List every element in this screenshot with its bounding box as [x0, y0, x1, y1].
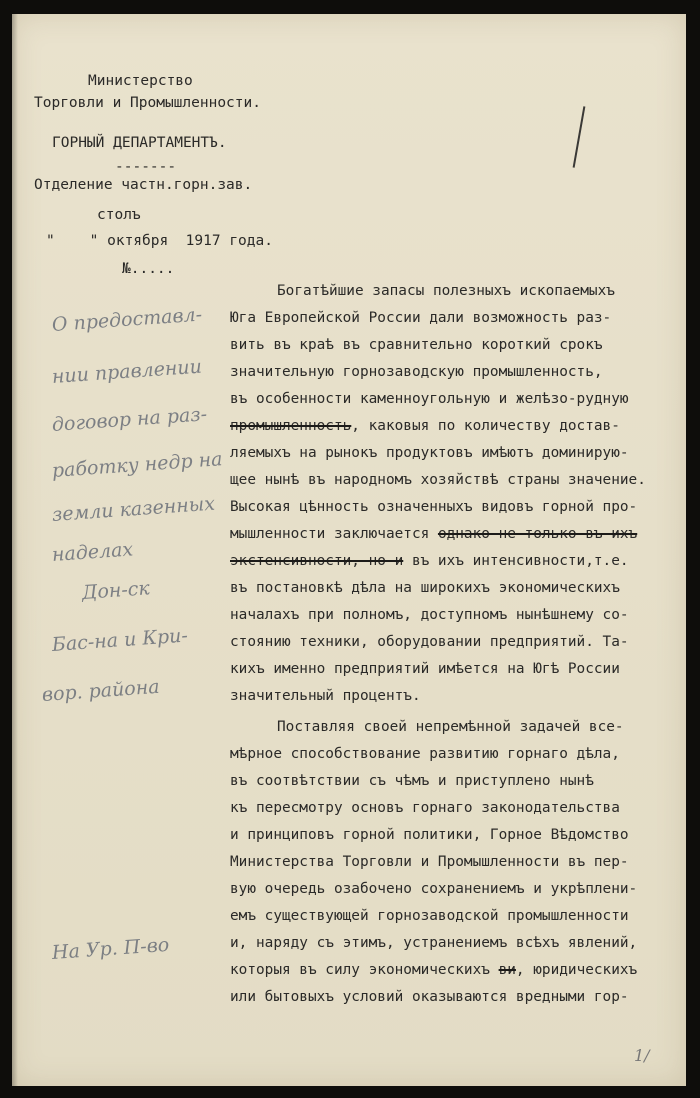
bottom-pencil-tick: 1/ [634, 1046, 650, 1065]
document-number: №..... [122, 261, 175, 277]
document-page [12, 14, 686, 1086]
body-line: мѣрное способствование развитию горнаго дѣла, [230, 746, 620, 762]
ministry-line-1: Министерство [88, 73, 193, 89]
margin-note: О предоставл- [51, 303, 203, 336]
body-line: экстенсивности, но и въ ихъ интенсивности,т.е. [230, 553, 629, 569]
date-line: " " октября 1917 года. [46, 233, 273, 249]
struck-text: экстенсивности, но и [230, 553, 404, 569]
margin-note: наделах [51, 538, 134, 566]
body-line: въ постановкѣ дѣла на широкихъ экономическихъ [230, 580, 620, 596]
struck-text: однако не только въ ихъ [437, 526, 638, 542]
body-line: началахъ при полномъ, доступномъ нынѣшнему со- [230, 607, 629, 623]
body-line: щее нынѣ въ народномъ хозяйствѣ страны значение. [230, 472, 646, 488]
body-line: значительную горнозаводскую промышленность, [230, 364, 603, 380]
pencil-slash-mark [573, 106, 586, 167]
body-line: вую очередь озабочено сохранениемъ и укрѣплени- [230, 881, 638, 897]
body-line: кихъ именно предприятий имѣется на Югѣ России [230, 661, 620, 677]
department-title: ГОРНЫЙ ДЕПАРТАМЕНТЪ. [52, 135, 227, 151]
body-line: емъ существующей горнозаводской промышленности [230, 908, 629, 924]
margin-note: договор на раз- [51, 403, 208, 436]
desk-line: столъ [97, 207, 141, 223]
body-line: стоянию техники, оборудовании предприятий. Та- [230, 634, 629, 650]
body-line: Богатѣйшие запасы полезныхъ ископаемыхъ [277, 283, 615, 299]
body-line: мышленности заключается однако не только въ ихъ [230, 526, 638, 542]
margin-note: Дон-ск [81, 577, 151, 604]
margin-note: Бас-на и Кри- [51, 624, 189, 656]
body-line: Поставляя своей непремѣнной задачей все- [277, 719, 624, 735]
body-line: которыя въ силу экономическихъ ви, юридическихъ [230, 962, 638, 978]
body-line: въ особенности каменноугольную и желѣзо-рудную [230, 391, 629, 407]
body-line: или бытовыхъ условий оказываются вредными гор- [230, 989, 629, 1005]
body-line: вить въ краѣ въ сравнительно короткий срокъ [230, 337, 603, 353]
margin-note: вор. района [41, 675, 161, 706]
body-line: въ соотвѣтствии съ чѣмъ и приступлено нынѣ [230, 773, 594, 789]
margin-note: На Ур. П-во [51, 933, 170, 964]
body-line: Министерства Торговли и Промышленности въ пер- [230, 854, 629, 870]
body-line: и, наряду съ этимъ, устранениемъ всѣхъ явлений, [230, 935, 638, 951]
margin-note: земли казенных [51, 492, 216, 526]
body-line: Высокая цѣнность означенныхъ видовъ горной про- [230, 499, 638, 515]
body-line: Юга Европейской России дали возможность раз- [230, 310, 612, 326]
margin-note: нии правлении [51, 355, 203, 388]
body-line: и принциповъ горной политики, Горное Вѣдомство [230, 827, 629, 843]
struck-text: промышленность [230, 418, 352, 434]
section-line: Отделение частн.горн.зав. [34, 177, 253, 193]
struck-text: ви [498, 962, 516, 978]
ministry-line-2: Торговли и Промышленности. [34, 95, 261, 111]
body-line: промышленность, каковыя по количеству достав- [230, 418, 620, 434]
margin-note: работку недр на [51, 448, 224, 482]
body-line: значительный процентъ. [230, 688, 421, 704]
header-separator: ------- [115, 159, 177, 175]
body-line: къ пересмотру основъ горнаго законодательства [230, 800, 620, 816]
body-line: ляемыхъ на рынокъ продуктовъ имѣютъ доминирую- [230, 445, 629, 461]
